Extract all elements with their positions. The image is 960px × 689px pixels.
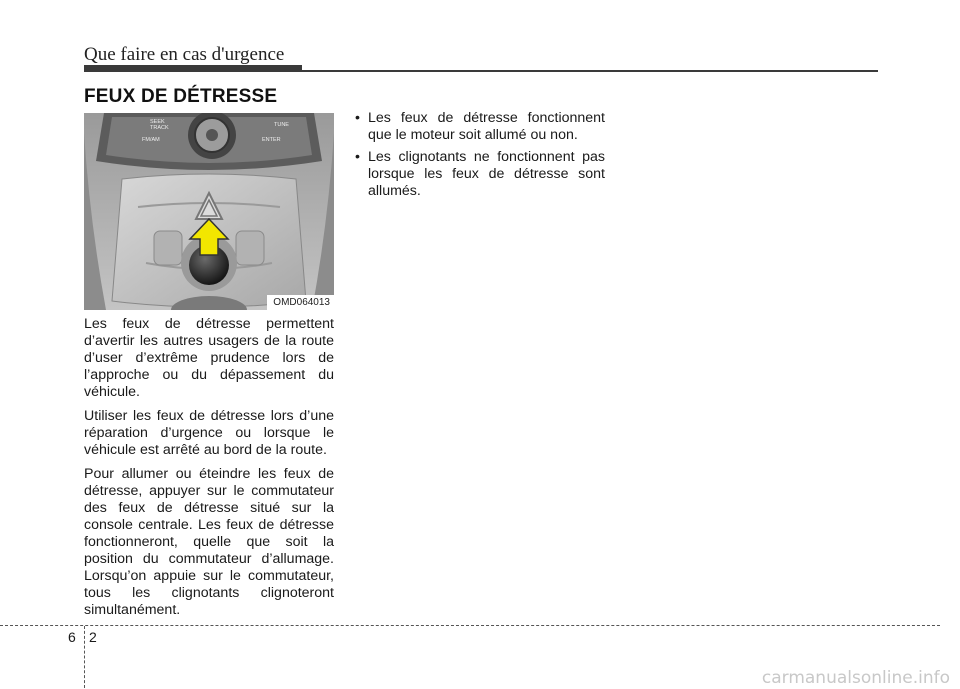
footer-vertical-divider: [84, 626, 85, 688]
list-item: [355, 149, 605, 200]
fmam-label: FM/AM: [142, 137, 160, 143]
console-drawing: [84, 113, 334, 310]
footer-divider: [0, 625, 940, 626]
section-title: FEUX DE DÉTRESSE: [84, 86, 278, 107]
figure-code: OMD064013: [267, 295, 334, 310]
chapter-number: 6: [68, 629, 76, 645]
page-number: 2: [89, 629, 97, 645]
paragraph: Les feux de détresse permettent d’avertir les autres usagers de la route d’user d’extrême prudence lors de l’approche ou du dépassement du véhicule.: [84, 316, 334, 400]
list-item-text: Les feux de détresse fonctionnent que le moteur soit allumé ou non.: [368, 110, 605, 143]
tune-label: TUNE: [274, 122, 289, 128]
paragraph: Utiliser les feux de détresse lors d’une réparation d’urgence ou lorsque le véhicule est arrêté au bord de la route.: [84, 408, 334, 458]
enter-label: ENTER: [262, 137, 281, 143]
list-item-text: Les clignotants ne fonctionnent pas lorsque les feux de détresse sont allumés.: [368, 149, 605, 199]
bullet-marker: •: [355, 149, 360, 165]
hazard-switch-illustration: [84, 113, 334, 310]
body-text: [84, 316, 334, 626]
list-item: [355, 110, 605, 144]
track-label: TRACK: [150, 125, 169, 131]
page-header-title: Que faire en cas d'urgence: [84, 44, 285, 65]
notes-list: [355, 110, 605, 205]
paragraph: Pour allumer ou éteindre les feux de détresse, appuyer sur le commutateur des feux de détresse situé sur la console centrale. Les feux de détresse fonctionneront, quelle que soit la position du commutateur d’allumage. Lorsqu’on appuie sur le commutateur, tous les clignotants clignoteront simultanément.: [84, 466, 334, 618]
header-rule: [84, 70, 878, 72]
seek-label: SEEK: [150, 119, 165, 125]
bullet-marker: •: [355, 110, 360, 126]
watermark: carmanualsonline.info: [761, 668, 950, 688]
